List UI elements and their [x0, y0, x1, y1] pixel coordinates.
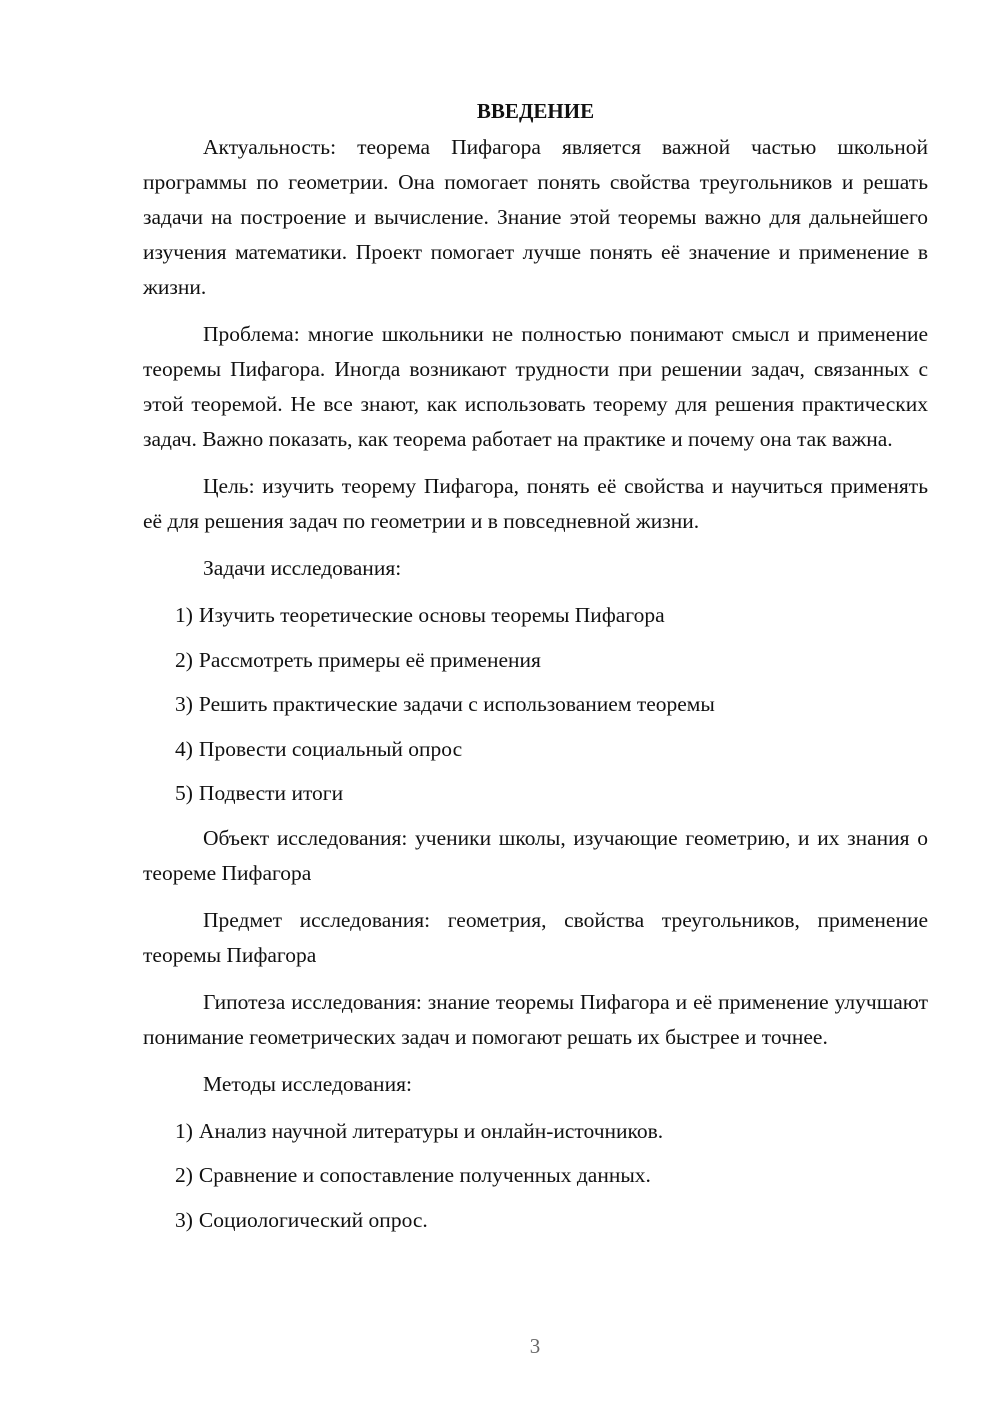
- list-item-number: 5): [175, 781, 193, 805]
- list-item-number: 3): [175, 692, 193, 716]
- relevance-paragraph: Актуальность: теорема Пифагора является важной частью школьной программы по геометрии. Она помогает понять свойства треугольников и решать задачи на построение и вычисление. Знание этой теоремы важно для дальнейшего изучения математики. Проект помогает лучше понять её значение и применение в жизни.: [143, 135, 928, 299]
- goal-paragraph: Цель: изучить теорему Пифагора, понять её свойства и научиться применять её для решения задач по геометрии и в повседневной жизни.: [143, 474, 928, 533]
- page-title: ВВЕДЕНИЕ: [476, 99, 595, 123]
- page-content: [143, 96, 928, 1247]
- list-item-text: Подвести итоги: [198, 781, 344, 805]
- list-item-number: 3): [175, 1207, 193, 1232]
- list-item-text: Социологический опрос.: [198, 1207, 428, 1232]
- object-paragraph: Объект исследования: ученики школы, изучающие геометрию, и их знания о теореме Пифагора: [143, 825, 928, 885]
- list-item: [143, 598, 928, 633]
- tasks-label: Задачи исследования:: [203, 556, 402, 580]
- subject-paragraph: Предмет исследования: геометрия, свойства треугольников, применение теоремы Пифагора: [143, 907, 928, 967]
- list-item-number: 2): [175, 647, 193, 672]
- list-item-number: 1): [175, 1118, 193, 1143]
- list-item-text: Анализ научной литературы и онлайн-источников.: [198, 1118, 664, 1143]
- list-item-text: Сравнение и сопоставление полученных данных.: [198, 1163, 651, 1187]
- list-item-text: Решить практические задачи с использованием теоремы: [198, 692, 715, 716]
- list-item: [143, 687, 928, 722]
- list-item-number: 2): [175, 1163, 193, 1187]
- list-item-number: 1): [175, 603, 193, 627]
- methods-list: [143, 1114, 928, 1238]
- problem-paragraph: Проблема: многие школьники не полностью понимают смысл и применение теоремы Пифагора. Иногда возникают трудности при решении задач, связанных с этой теоремой. Не все знают, как использовать теорему для решения практических задач. Важно показать, как теорема работает на практике и почему она так важна.: [143, 322, 928, 451]
- page-number: 3: [529, 1334, 541, 1358]
- tasks-list: [143, 598, 928, 811]
- list-item-number: 4): [175, 736, 193, 761]
- list-item-text: Изучить теоретические основы теоремы Пифагора: [198, 603, 665, 627]
- list-item-text: Рассмотреть примеры её применения: [198, 647, 541, 672]
- methods-label: Методы исследования:: [203, 1071, 412, 1096]
- list-item: [143, 643, 928, 678]
- list-item: [143, 732, 928, 767]
- list-item-text: Провести социальный опрос: [198, 736, 463, 761]
- list-item: [143, 1203, 928, 1238]
- hypothesis-paragraph: Гипотеза исследования: знание теоремы Пифагора и её применение улучшают понимание геометрических задач и помогают решать их быстрее и точнее.: [143, 989, 928, 1049]
- list-item: [143, 1114, 928, 1149]
- list-item: [143, 776, 928, 811]
- list-item: [143, 1158, 928, 1193]
